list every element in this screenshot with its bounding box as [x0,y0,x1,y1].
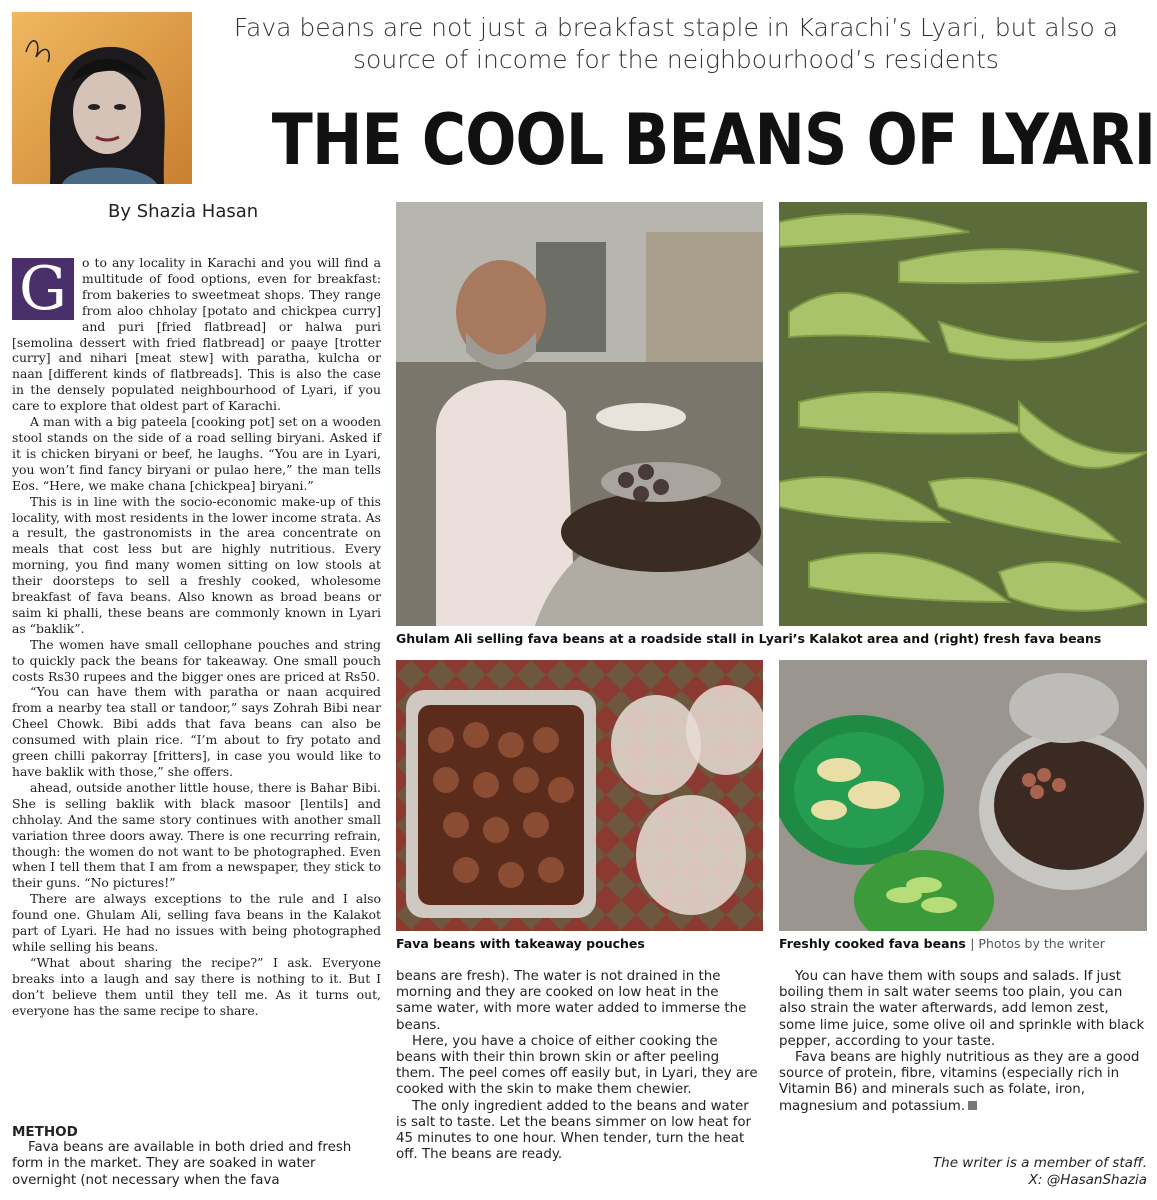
article-column-3 [779,969,1147,1115]
standfirst-line-1: Fava beans are not just a breakfast staple in Karachi’s Lyari, but also a [233,13,1119,42]
paragraph: There are always exceptions to the rule and I also found one. Ghulam Ali, selling fava beans in the Kalakot part of Lyari. He had no issues with being photographed while selling his beans. [12,891,381,954]
paragraph: beans are fresh). The water is not drained in the morning and they are cooked on low heat in the same water, with more water added to immerse the beans. [396,969,747,1033]
paragraph: Fava beans are available in both dried and fresh form in the market. They are soaked in water overnight (not necessary when the fava [12,1140,352,1188]
standfirst-line-2: source of income for the neighbourhood’s residents [353,45,999,74]
paragraph: This is in line with the socio-economic make-up of this locality, with most residents in the lower income strata. As a result, the gastronomists in the area concentrate on meals that cost less but are highly nutritious. Every morning, you find many women sitting on low stools at their doorsteps to sell a freshly cooked, wholesome breakfast of fava beans. Also known as broad beans or saim ki phalli, these beans are commonly known in Lyari as “baklik”. [12,493,381,636]
caption-bottom-left: Fava beans with takeaway pouches [396,936,645,951]
paragraph: o to any locality in Karachi and you will find a multitude of food options, even for breakfast: from bakeries to sweetmeat shops. They range from aloo chholay [potato and chickpea curry] and puri [fried flatbread] or halwa puri [semolina dessert with fried flatbread] or paaye [trotter curry] and nihari [meat stew] with paratha, kulcha or naan [different kinds of flatbreads]. This is also the case in the densely populated neighbourhood of Lyari, if you care to explore that oldest part of Karachi. [12,255,381,414]
caption-top: Ghulam Ali selling fava beans at a roadside stall in Lyari’s Kalakot area and (right) fresh fava beans [396,631,1102,646]
paragraph: The only ingredient added to the beans and water is salt to taste. Let the beans simmer on low heat for 45 minutes to one hour. When tender, turn the heat off. The beans are ready. [396,1098,752,1163]
headline: THE COOL BEANS OF LYARI [271,99,1156,181]
method-section [12,1120,381,1189]
paragraph: A man with a big pateela [cooking pot] set on a wooden stool stands on the side of a road selling biryani. Asked if it is chicken biryani or beef, he laughs. “You are in Lyari, you won’t find fancy biryani or pulao here,” the man tells Eos. “Here, we make chana [chickpea] biryani.” [12,414,381,493]
photo-cooked-fava-beans [779,660,1147,931]
caption-bottom-right [779,936,1105,951]
standfirst [206,12,1146,76]
paragraph: “What about sharing the recipe?” I ask. Everyone breaks into a laugh and say there is nothing to it. But I don’t believe them until they tell me. As it turns out, everyone has the same recipe to share. [12,954,381,1018]
paragraph: You can have them with soups and salads. If just boiling them in salt water seems too plain, you can also strain the water afterwards, add lemon zest, some lime juice, some olive oil and sprinkle with black pepper, according to your taste. [779,969,1145,1049]
writer-portrait [12,12,192,184]
footnote-line-2: X: @HasanShazia [1028,1172,1147,1188]
photo-fresh-fava-beans [779,202,1147,626]
paragraph: Here, you have a choice of either cooking the beans with their thin brown skin or after peeling them. The peel comes off easily but, in Lyari, they are cooked with the skin to make them chewier. [396,1033,758,1098]
dropcap: G [12,258,74,320]
writer-footnote [779,1155,1147,1189]
article-column-1 [12,255,381,1019]
end-of-article-icon [968,1101,977,1110]
byline: By Shazia Hasan [108,201,259,222]
caption-bottom-right-text: Freshly cooked fava beans [779,936,966,951]
paragraph: “You can have them with paratha or naan acquired from a nearby tea stall or tandoor,” says Zohrah Bibi near Cheel Chowk. Bibi adds that fava beans can also be consumed with plain rice. “I’m about to fry potato and green chilli pakorray [fritters], in case you would like to have baklik with those,” she offers. [12,684,381,779]
article-column-2 [396,969,759,1163]
paragraph-text: Fava beans are highly nutritious as they are a good source of protein, fibre, vitamins (especially rich in Vitamin B6) and minerals such as folate, iron, magnesium and potassium. [779,1050,1140,1114]
photo-takeaway-pouches [396,660,763,931]
footnote-line-1: The writer is a member of staff. [932,1155,1147,1171]
photo-credit: | Photos by the writer [970,936,1105,951]
photo-ghulam-ali-stall [396,202,763,626]
paragraph [779,1050,1147,1115]
method-heading: METHOD [12,1124,78,1140]
paragraph: The women have small cellophane pouches and string to quickly pack the beans for takeaway. One small pouch costs Rs30 rupees and the bigger ones are priced at Rs50. [12,636,381,684]
paragraph: ahead, outside another little house, there is Bahar Bibi. She is selling baklik with black masoor [lentils] and chholay. And the same story continues with another small variation three doors away. There is one recurring refrain, though: the women do not want to be photographed. Even when I tell them that I am from a newspaper, they stick to their guns. “No pictures!” [12,779,381,891]
